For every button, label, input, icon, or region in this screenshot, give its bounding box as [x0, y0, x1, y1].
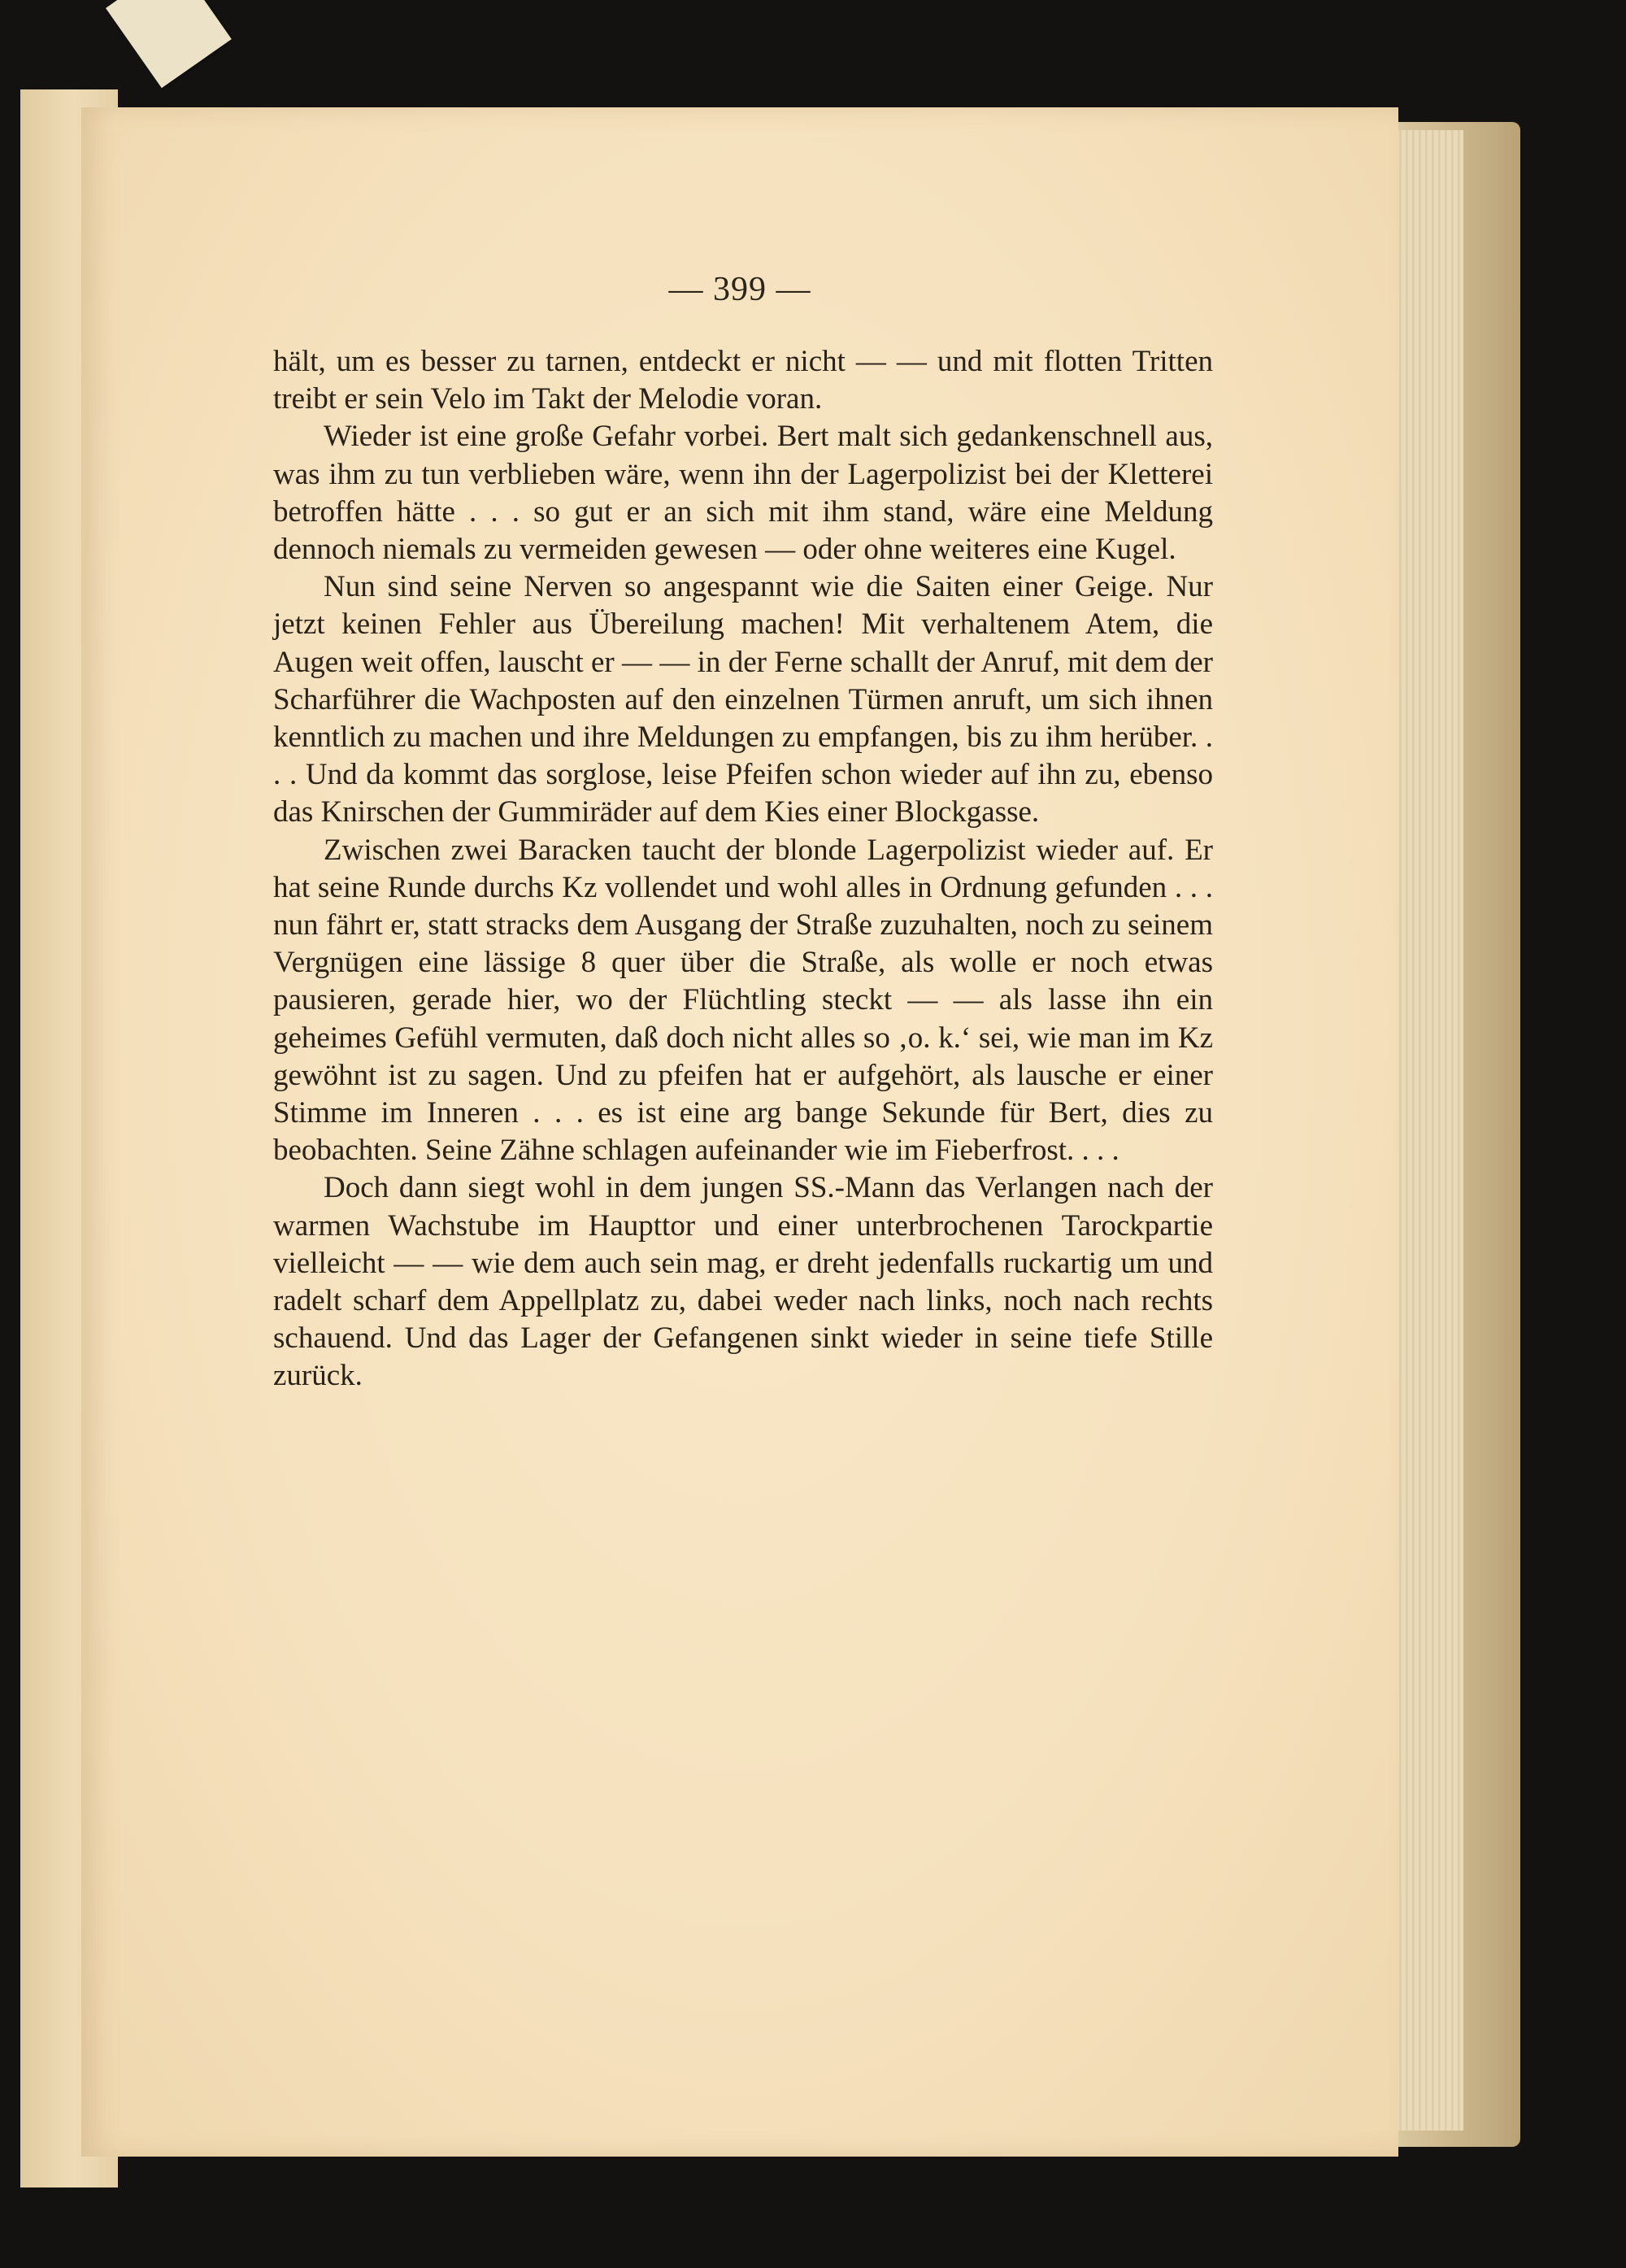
- page-body-text: [273, 343, 1213, 1395]
- paper-tab: [106, 0, 232, 88]
- paragraph-1: hält, um es besser zu tarnen, entdeckt er nicht — — und mit flotten Tritten treibt er sein Velo im Takt der Melodie voran.: [273, 345, 1213, 416]
- paragraph-2: Wieder ist eine große Gefahr vorbei. Bert malt sich gedankenschnell aus, was ihm zu tun verblieben wäre, wenn ihn der Lagerpolizist bei der Kletterei betroffen hätte . . . so gut er an sich mit ihm stand, wäre eine Meldung dennoch niemals zu vermeiden gewesen — oder ohne weiteres eine Kugel.: [273, 420, 1213, 567]
- page-number: — 399 —: [668, 271, 811, 308]
- paragraph-3: Nun sind seine Nerven so angespannt wie die Saiten einer Geige. Nur jetzt keinen Fehler aus Übereilung machen! Mit verhaltenem Atem, die Augen weit offen, lauscht er — — in der Ferne schallt der Anruf, mit dem der Scharführer die Wachposten auf den einzelnen Türmen anruft, um sich ihnen kenntlich zu machen und ihre Meldungen zu empfangen, bis zu ihm herüber. . . . Und da kommt das sorglose, leise Pfeifen schon wieder auf ihn zu, ebenso das Knirschen der Gummiräder auf dem Kies einer Blockgasse.: [273, 570, 1213, 829]
- paragraph-4: Zwischen zwei Baracken taucht der blonde Lagerpolizist wieder auf. Er hat seine Runde durchs Kz vollendet und wohl alles in Ordnung gefunden . . . nun fährt er, statt stracks dem Ausgang der Straße zuzuhalten, noch zu seinem Vergnügen eine lässige 8 quer über die Straße, als wolle er noch etwas pausieren, gerade hier, wo der Flüchtling steckt — — als lasse ihn ein geheimes Gefühl vermuten, daß doch nicht alles so ‚o. k.‘ sei, wie man im Kz gewöhnt ist zu sagen. Und zu pfeifen hat er aufgehört, als lausche er einer Stimme im Inneren . . . es ist eine arg bange Sekunde für Bert, dies zu beobachten. Seine Zähne schlagen aufeinander wie im Fieberfrost. . . .: [273, 833, 1213, 1168]
- paragraph-5: Doch dann siegt wohl in dem jungen SS.-Mann das Verlangen nach der warmen Wachstube im Haupttor und einer unterbrochenen Tarockpartie vielleicht — — wie dem auch sein mag, er dreht jedenfalls ruckartig um und radelt scharf dem Appellplatz zu, dabei weder nach links, noch nach rechts schauend. Und das Lager der Gefangenen sinkt wieder in seine tiefe Stille zurück.: [273, 1171, 1213, 1393]
- book-page: [81, 107, 1398, 2157]
